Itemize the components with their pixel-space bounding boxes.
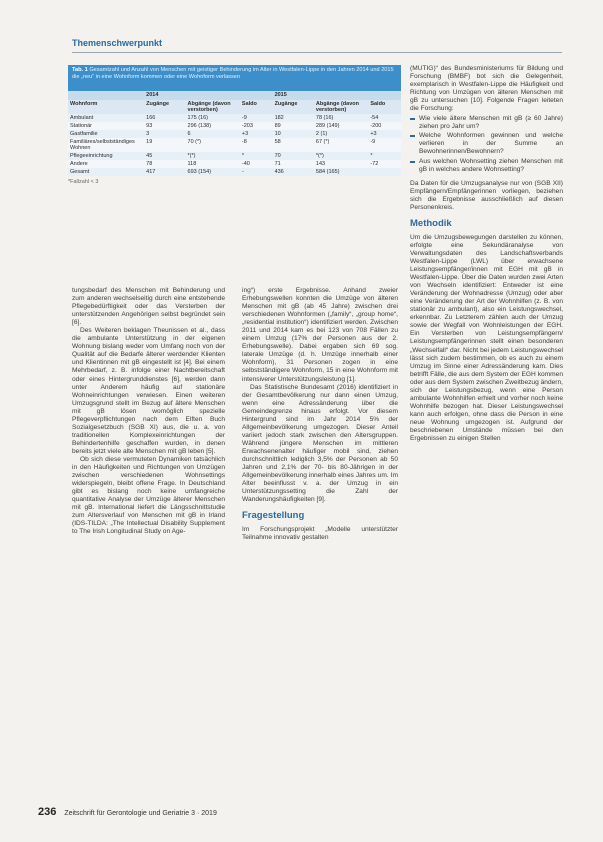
column-header: Saldo — [370, 101, 386, 107]
table-cell: 78 — [146, 161, 153, 167]
paragraph: Im Forschungsprojekt „Modelle unterstützter Teilnahme innovativ gestalten — [242, 526, 398, 542]
table-cell: 6 — [187, 131, 191, 137]
table-year-row — [68, 91, 401, 100]
table-cell: 2 (1) — [315, 131, 328, 137]
table-cell: -9 — [370, 139, 376, 145]
table-row — [68, 168, 401, 176]
table-cell: 417 — [146, 169, 156, 175]
table-row — [68, 138, 401, 152]
section-heading-methodik: Methodik — [410, 217, 452, 229]
row-label-cell: Andere — [70, 161, 88, 167]
paragraph: ing“) erste Ergebnisse. Anhand zweier Erhebungswellen konnten die Umzüge von älteren Menschen mit gB (ab 45 Jahre) zwischen drei verschiedenen Wohnformen („family“, „group home“, „residential institution“) identifiziert werden. Zwischen 2011 und 2014 kam es bei 123 von 708 Fällen zu einem Umzug (17% der Personen aus der 2. Erhebungswelle). Dabei ergaben sich 69 sog. laterale Umzüge (d. h. Umzüge innerhalb einer Wohnform), 31 Personen zogen in eine selbstständigere Wohnform, 15 in eine Wohnform mit intensiverer Unterstützungsleistung [1]. — [242, 287, 398, 383]
column-header: Saldo — [241, 101, 257, 107]
table-caption-label: Tab. 1 — [72, 67, 88, 73]
table-cell — [368, 168, 401, 176]
table-cell: 67 (*) — [315, 139, 330, 145]
table-cell: 584 (165) — [315, 169, 340, 175]
row-label-cell: Familiäres/selbstständiges Wohnen — [70, 139, 135, 151]
data-table — [68, 91, 401, 176]
table-cell: -40 — [241, 161, 250, 167]
table-cell: - — [241, 169, 244, 175]
table-block — [68, 65, 401, 185]
table-cell: 93 — [146, 123, 153, 129]
text-column-1 — [72, 287, 225, 536]
text-column-2 — [242, 287, 398, 542]
year-2015: 2015 — [274, 92, 287, 98]
table-cell: 118 — [187, 161, 197, 167]
table-cell: -9 — [241, 115, 247, 121]
table-cell: +3 — [370, 131, 377, 137]
column-header: Wohnform — [70, 101, 98, 107]
table-cell: 3 — [146, 131, 150, 137]
question-item: Wie viele ältere Menschen mit gB (≥ 60 Jahre) ziehen pro Jahr um? — [410, 115, 563, 131]
table-cell: 296 (138) — [187, 123, 212, 129]
table-row — [68, 122, 401, 130]
paragraph: Da Daten für die Umzugsanalyse nur von (SGB XII) Empfängern/Empfängerinnen vorliegen, beziehen sich die Ergebnisse ausschließlich auf diesen Personenkreis. — [410, 179, 563, 211]
column-header: Abgänge (davon verstorben) — [315, 101, 359, 113]
paragraph: Des Weiteren beklagen Theunissen et al., dass die ambulante Unterstützung in der eigenen Wohnung bislang weder vom Umfang noch von der Qualität auf die Bedarfe älterer werdender Klienten und Klientinnen mit gB eingestellt ist [4]. Bei einem Mehrbedarf, z. B. infolge einer Nachtbereitschaft oder eines Hintergrunddienstes [6], werden dann unter Anderem häufig auf stationäre Wohneinrichtungen verwiesen. Einen weiteren Umzugsgrund stellt im Bezug auf ältere Menschen mit gB lösen womöglich spezielle Pflegeverpflichtungen nach dem Elften Buch Sozialgesetzbuch (SGB XI) aus, die u. a. von traditionellen Komplexeinrichtungen der Behindertenhilfe geschaffen wurden, in denen bereits jetzt viele alte Menschen mit gB leben [5]. — [72, 327, 225, 455]
column-header: Zugänge — [274, 101, 298, 107]
row-label-cell: Pflegeeinrichtung — [70, 153, 113, 159]
table-cell: 693 (154) — [187, 169, 212, 175]
table-row — [68, 130, 401, 138]
table-cell: +3 — [241, 131, 249, 137]
year-2014: 2014 — [146, 92, 159, 98]
text-column-3 — [410, 65, 563, 443]
section-heading-fragestellung: Fragestellung — [242, 510, 305, 522]
table-cell: 143 — [315, 161, 326, 167]
paragraph: Das Statistische Bundesamt (2016) identifiziert in der Gesamtbevölkerung nur dann einen Umzug, wenn eine Adressänderung über die Gemeindegrenze hinaus erfolgt. Vor diesem Hintergrund sind im Jahr 2014 5% der Allgemeinbevölkerung umgezogen. Dieser Anteil variiert jedoch stark zwischen den Altersgruppen. Während jüngere Menschen im mittleren Erwachsenenalter häufiger mobil sind, ziehen durchschnittlich lediglich 3,5% der Personen ab 50 Jahren und 2,1% der 70- bis 80-Jährigen in der Allgemeinbevölkerung innerhalb eines Jahres um. Im Alter beeinflusst v. a. der Umzug in ein Unterstützungssetting die Zahl der Wanderungshäufigkeiten [9]. — [242, 383, 398, 504]
table-header-row — [68, 100, 401, 114]
table-cell: 436 — [274, 169, 284, 175]
header-rule — [72, 52, 562, 53]
table-cell: * — [370, 153, 373, 159]
row-label-cell: Gesamt — [70, 169, 90, 175]
row-label-cell: Ambulant — [70, 115, 94, 121]
journal-name: Zeitschrift für Gerontologie und Geriatrie 3 · 2019 — [64, 810, 217, 817]
question-list — [410, 115, 563, 173]
table-cell: 89 — [274, 123, 281, 129]
row-label-cell: Stationär — [70, 123, 93, 129]
column-header: Zugänge — [146, 101, 170, 107]
paragraph: tungsbedarf des Menschen mit Behinderung und zum anderen wechselseitig durch eine entstehende Pflegebedürftigkeit oder das Versterben der unterstützenden Angehörigen selbst begründet sein [6]. — [72, 287, 225, 327]
table-cell: -203 — [241, 123, 253, 129]
table-cell: *(*) — [315, 153, 324, 159]
table-cell: 175 (16) — [187, 115, 209, 121]
table-cell: 289 (149) — [315, 123, 340, 129]
column-header: Abgänge (davon verstorben) — [187, 101, 231, 113]
table-cell: -72 — [370, 161, 379, 167]
table-cell: -54 — [370, 115, 379, 121]
table-footnote: *Fallzahl < 3 — [68, 179, 99, 185]
question-item: Welche Wohnformen gewinnen und welche verlieren in der Summe an Bewohnerinnen/Bewohnern? — [410, 132, 563, 156]
table-cell: -200 — [370, 123, 382, 129]
table-row — [68, 152, 401, 160]
paragraph: Um die Umzugsbewegungen darstellen zu können, erfolgte eine Sekundäranalyse von Verwaltungsdaten des Landschaftsverbands Westfalen-Lippe (LWL) über erwachsene Leistungsempfänger/innen mit EGH mit gB in Westfalen-Lippe. Über die Daten wurden zwei Arten von Wechseln identifiziert: Entweder ist eine Veränderung der Wohnadresse (Umzug) oder aber eine Veränderung der Art der Wohnhilfen (z. B. von stationär zu ambulant), also ein Leistungswechsel, erkennbar. Zu Letzterem zählen auch der Umzug sowie der Wegfall von Wohnleistungen der EGH. Ein Versterben von Leistungsempfängern/ Leistungsempfängerinnen stellt einen besonderen „Wechselfall“ dar. Nicht bei jedem Leistungswechsel lässt sich zudem bestimmen, ob es auch zu einem Umzug im Sinne einer Adressänderung kam. Dies betrifft Fälle, die aus dem System der EGH kommen oder aus dem System zwischen Zweitbezug ändern, sich der Leistungsbezug, wenn eine Person ambulante Wohnhilfen erhielt und vorher noch keine Wohnhilfe bezogen hat. Dieser Leistungswechsel kann auch erfolgen, ohne dass die Person in eine neue Wohnung umgezogen ist. Aufgrund der beschriebenen Umstände müssen bei den Ergebnissen zu einigen Stellen — [410, 233, 563, 443]
question-item: Aus welchen Wohnsetting ziehen Menschen mit gB in welches andere Wohnsetting? — [410, 158, 563, 174]
table-caption — [68, 65, 401, 91]
table-cell: 10 — [274, 131, 281, 137]
table-cell: 166 — [146, 115, 156, 121]
table-row — [68, 160, 401, 168]
section-label: Themenschwerpunkt — [72, 38, 163, 48]
table-cell: -8 — [241, 139, 247, 145]
table-cell: 182 — [274, 115, 284, 121]
table-cell: 70 — [274, 153, 281, 159]
table-cell: 70 (*) — [187, 139, 201, 145]
table-caption-text: Gesamtzahl und Anzahl von Menschen mit geistiger Behinderung im Alter in Westfalen-Lippe in den Jahren 2014 und 2015 die „neu“ in eine Wohnform kommen oder eine Wohnform verlassen — [72, 67, 394, 80]
table-cell: 45 — [146, 153, 153, 159]
table-cell: 19 — [146, 139, 153, 145]
table-cell: 78 (16) — [315, 115, 334, 121]
table-row — [68, 114, 401, 122]
paragraph: (MUTIG)“ des Bundesministeriums für Bildung und Forschung (BMBF) bot sich die Gelegenheit, exemplarisch in Westfalen-Lippe die Häufigkeit und Richtung von Umzügen von älteren Menschen mit gB zu untersuchen [10]. Folgende Fragen leiteten die Forschung: — [410, 65, 563, 113]
row-label-cell: Gastfamilie — [70, 131, 98, 137]
table-cell: * — [241, 153, 245, 159]
table-cell: 71 — [274, 161, 281, 167]
table-cell: *(*) — [187, 153, 196, 159]
page-footer — [38, 806, 217, 818]
table-cell: 58 — [274, 139, 281, 145]
paragraph: Ob sich diese vermuteten Dynamiken tatsächlich in den Häufigkeiten und Richtungen von Umzügen zwischen verschiedenen Wohnsettings widerspiegeln, bleibt offene Frage. In Deutschland gibt es bislang noch keine umfangreiche quantitative Analyse der Umzüge älterer Menschen mit gB. International liefert die Längsschnittstudie zum Altersverlauf von Menschen mit gB in Irland (IDS-TILDA: „The Intellectual Disability Supplement to The Irish Longitudinal Study on Age- — [72, 455, 225, 536]
page-number: 236 — [38, 806, 57, 818]
